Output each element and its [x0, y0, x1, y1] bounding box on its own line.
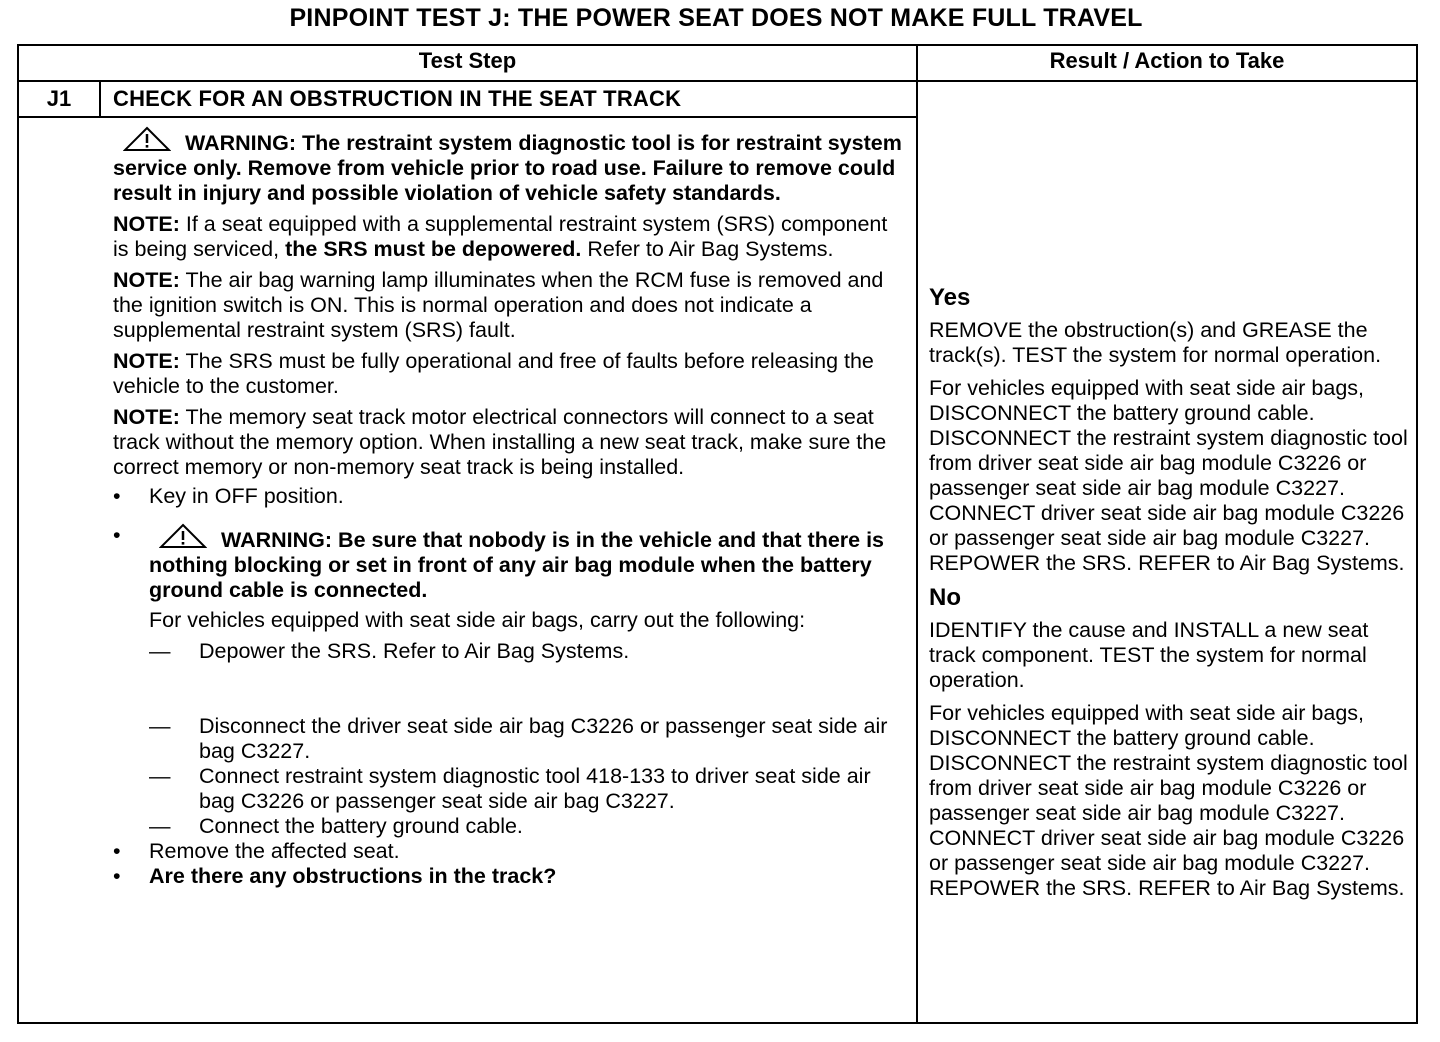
note-1-reference: Refer to Air Bag Systems. [587, 237, 834, 261]
dash-marker: — [149, 639, 171, 663]
step-title-divider [17, 116, 918, 118]
bullet-text: Remove the affected seat. [149, 839, 400, 863]
note-3-text: The SRS must be fully operational and free of faults before releasing the vehicle to the customer. [113, 349, 874, 398]
dash-marker: — [149, 764, 171, 788]
page-title: PINPOINT TEST J: THE POWER SEAT DOES NOT MAKE FULL TRAVEL [289, 4, 1143, 32]
note-1-text: If a seat equipped with a supplemental restraint system (SRS) component is being serviced, [113, 212, 888, 261]
dash-text: Depower the SRS. Refer to Air Bag Systems. [199, 639, 630, 663]
question-text: Are there any obstructions in the track? [149, 864, 557, 888]
column-divider [916, 44, 918, 1024]
dash-text: Connect the battery ground cable. [199, 814, 523, 838]
header-divider [17, 80, 1418, 82]
yes-action: REMOVE the obstruction(s) and GREASE the track(s). TEST the system for normal operation. [929, 318, 1382, 367]
no-action: IDENTIFY the cause and INSTALL a new seat track component. TEST the system for normal operation. [929, 618, 1369, 692]
note-2-text: The air bag warning lamp illuminates when the RCM fuse is removed and the ignition switch is ON. This is normal operation and does not indicate a supplemental restraint system (SRS) fault. [113, 268, 884, 342]
dash-item [113, 814, 903, 839]
bullet-marker: • [113, 864, 121, 888]
warning-triangle-icon [123, 126, 171, 152]
warning-text: WARNING: Be sure that nobody is in the vehicle and that there is nothing blocking or set in front of any air bag module when the battery ground cable is connected. [149, 528, 885, 602]
yes-label: Yes [929, 284, 971, 311]
dash-item [113, 764, 903, 814]
bullet-marker: • [113, 484, 121, 508]
no-side-airbag-action: For vehicles equipped with seat side air bags, DISCONNECT the battery ground cable. DISCONNECT the restraint system diagnostic tool from driver seat side air bag module C3226 or passenger seat side air bag module C3227. CONNECT driver seat side air bag module C3226 or passenger seat side air bag module C3227. REPOWER the SRS. REFER to Air Bag Systems. [929, 701, 1408, 900]
dash-marker: — [149, 814, 171, 838]
table-border-right [1416, 44, 1418, 1024]
bullet-item [113, 484, 903, 509]
dash-item [113, 639, 903, 664]
table-border-bottom [17, 1022, 1418, 1024]
step-body [113, 126, 903, 889]
warning-paragraph [149, 523, 903, 603]
warning-paragraph [113, 126, 903, 206]
dash-item [113, 714, 903, 764]
bullet-text: Key in OFF position. [149, 484, 344, 508]
note-label: NOTE: [113, 349, 180, 373]
note-label: NOTE: [113, 212, 180, 236]
bullet-item [113, 839, 903, 864]
note-2 [113, 268, 903, 343]
bullet-item-question [113, 864, 903, 889]
note-label: NOTE: [113, 268, 180, 292]
note-4-text: The memory seat track motor electrical connectors will connect to a seat track without the memory option. When installing a new seat track, make sure the correct memory or non-memory seat track is being installed. [113, 405, 887, 479]
result-column [929, 286, 1415, 909]
warning-triangle-icon [159, 523, 207, 549]
note-1-emphasis: the SRS must be depowered. [285, 237, 582, 261]
dash-text: Disconnect the driver seat side air bag C3226 or passenger seat side air bag C3227. [199, 714, 888, 763]
bullet-marker: • [113, 523, 121, 547]
no-label: No [929, 584, 961, 611]
dash-marker: — [149, 714, 171, 738]
table-border-left [17, 44, 19, 1024]
bullet-marker: • [113, 839, 121, 863]
note-4 [113, 405, 903, 480]
step-id: J1 [46, 86, 72, 111]
warning-text: WARNING: The restraint system diagnostic tool is for restraint system service only. Remove from vehicle prior to road use. Failure to remove could result in injury and possible violation of vehicle safety standards. [113, 131, 902, 205]
note-label: NOTE: [113, 405, 180, 429]
table-border-top [17, 44, 1418, 46]
warning-follow-text: For vehicles equipped with seat side air bags, carry out the following: [149, 608, 806, 632]
bullet-item-warning [113, 523, 903, 633]
note-1 [113, 212, 903, 262]
yes-side-airbag-action: For vehicles equipped with seat side air bags, DISCONNECT the battery ground cable. DISCONNECT the restraint system diagnostic tool from driver seat side air bag module C3226 or passenger seat side air bag module C3227. CONNECT driver seat side air bag module C3226 or passenger seat side air bag module C3227. REPOWER the SRS. REFER to Air Bag Systems. [929, 376, 1408, 575]
dash-text: Connect restraint system diagnostic tool 418-133 to driver seat side air bag C3226 or passenger seat side air bag C3227. [199, 764, 871, 813]
step-title: CHECK FOR AN OBSTRUCTION IN THE SEAT TRACK [113, 86, 682, 111]
header-test-step: Test Step [418, 48, 517, 73]
header-result: Result / Action to Take [1049, 48, 1285, 73]
note-3 [113, 349, 903, 399]
